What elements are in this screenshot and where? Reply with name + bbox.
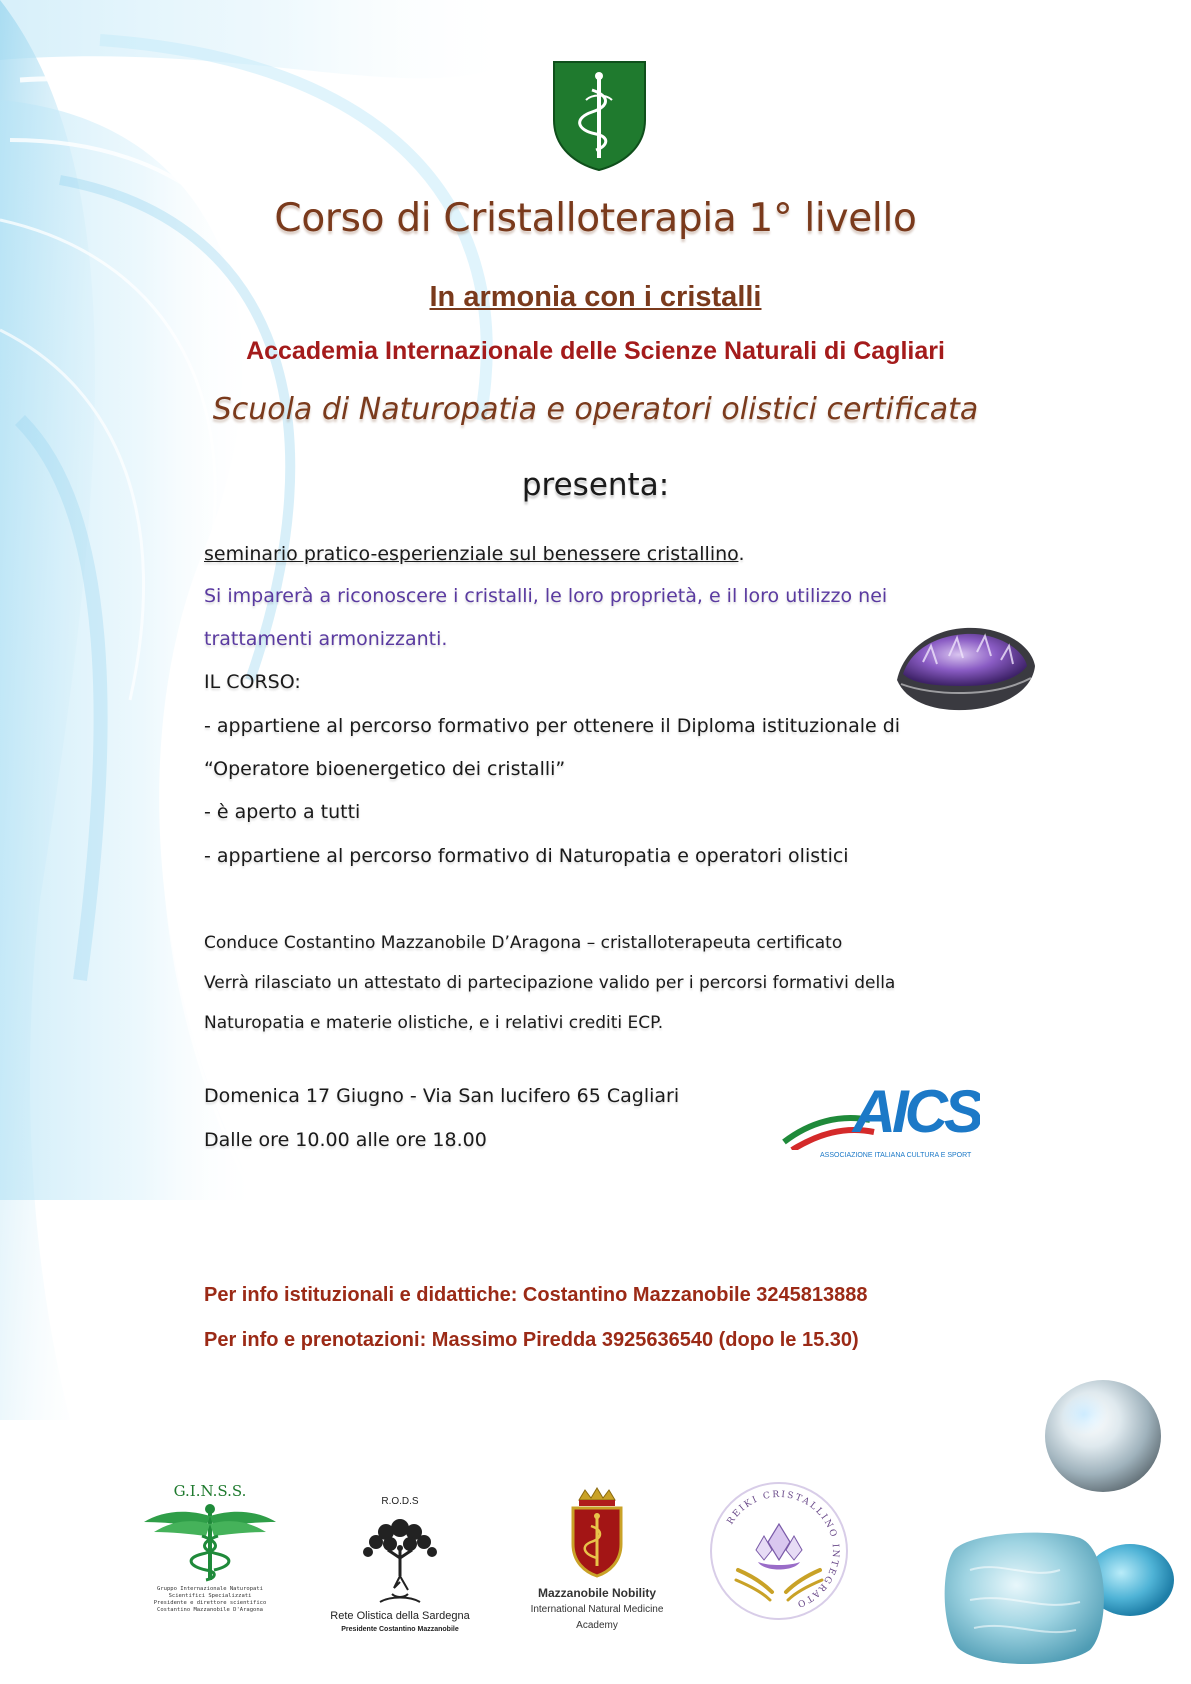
course-heading: IL CORSO: bbox=[204, 671, 301, 693]
course-title: Corso di Cristalloterapia 1° livello bbox=[274, 196, 917, 241]
course-point-3: - appartiene al percorso formativo di Naturopatia e operatori olistici bbox=[204, 845, 849, 867]
rods-name: R.O.D.S bbox=[381, 1496, 419, 1507]
course-subtitle: In armonia con i cristalli bbox=[429, 281, 762, 313]
mazzanobile-subtitle: International Natural Medicine bbox=[530, 1604, 664, 1615]
school-name: Scuola di Naturopatia e operatori olistici certificata bbox=[212, 392, 979, 427]
learn-line-2: trattamenti armonizzanti. bbox=[204, 628, 448, 650]
ginss-caption-3: Presidente e direttore scientifico bbox=[153, 1600, 267, 1606]
tree-figure-icon bbox=[350, 1510, 450, 1606]
rods-logo bbox=[320, 1496, 480, 1640]
contact-institutional: Per info istituzionali e didattiche: Costantino Mazzanobile 3245813888 bbox=[204, 1284, 868, 1306]
reiki-ring-text: REIKI CRISTALLINO INTEGRATO bbox=[725, 1489, 841, 1610]
seminar-text: seminario pratico-esperienziale sul benessere cristallino bbox=[204, 543, 739, 565]
event-time: Dalle ore 10.00 alle ore 18.00 bbox=[204, 1129, 487, 1151]
course-point-1-line-2: “Operatore bioenergetico dei cristalli” bbox=[204, 758, 566, 780]
seminar-period: . bbox=[738, 543, 745, 565]
rods-president: Presidente Costantino Mazzanobile bbox=[341, 1626, 459, 1633]
conductor-line: Conduce Costantino Mazzanobile D’Aragona – cristalloterapeuta certificato bbox=[204, 933, 843, 953]
seminar-line bbox=[204, 543, 964, 565]
caduceus-shield-logo bbox=[552, 60, 647, 172]
ginss-logo bbox=[140, 1482, 280, 1622]
mazzanobile-name: Mazzanobile Nobility bbox=[537, 1586, 656, 1600]
date-place: Domenica 17 Giugno - Via San lucifero 65 Cagliari bbox=[204, 1085, 680, 1107]
contact-booking: Per info e prenotazioni: Massimo Piredda 3925636540 (dopo le 15.30) bbox=[204, 1329, 859, 1351]
mazzanobile-academy: Academy bbox=[576, 1620, 618, 1631]
course-point-2: - è aperto a tutti bbox=[204, 801, 361, 823]
course-point-1-line-1: - appartiene al percorso formativo per ottenere il Diploma istituzionale di bbox=[204, 715, 901, 737]
ginss-caption-2: Scientifici Specializzati bbox=[168, 1593, 252, 1599]
academy-name: Accademia Internazionale delle Scienze Naturali di Cagliari bbox=[246, 337, 945, 365]
winged-caduceus-icon bbox=[140, 1502, 280, 1582]
learn-line-1: Si imparerà a riconoscere i cristalli, le loro proprietà, e il loro utilizzo nei bbox=[204, 585, 888, 607]
ginss-caption-4: Costantino Mazzanobile D'Aragona bbox=[157, 1607, 263, 1613]
aics-wordmark: AICS bbox=[852, 1080, 980, 1145]
presents-heading: presenta: bbox=[521, 467, 670, 503]
rods-caption: Rete Olistica della Sardegna bbox=[330, 1610, 470, 1622]
reiki-cristallino-logo bbox=[708, 1480, 850, 1622]
aics-mark-icon bbox=[780, 1080, 980, 1150]
aics-full-name: ASSOCIAZIONE ITALIANA CULTURA E SPORT bbox=[820, 1152, 972, 1159]
moonstone-image bbox=[1042, 1375, 1164, 1497]
aics-logo bbox=[780, 1080, 980, 1165]
certificate-line-2: Naturopatia e materie olistiche, e i relativi crediti ECP. bbox=[204, 1013, 664, 1033]
larimar-stones-image bbox=[940, 1520, 1180, 1670]
ginss-caption-1: Gruppo Internazionale Naturopati bbox=[157, 1586, 263, 1592]
certificate-line-1: Verrà rilasciato un attestato di partecipazione valido per i percorsi formativi della bbox=[204, 973, 896, 993]
mazzanobile-logo bbox=[512, 1486, 682, 1636]
amethyst-crystal-image bbox=[893, 622, 1038, 717]
crowned-shield-icon bbox=[567, 1486, 627, 1578]
ginss-name: G.I.N.S.S. bbox=[173, 1482, 247, 1500]
